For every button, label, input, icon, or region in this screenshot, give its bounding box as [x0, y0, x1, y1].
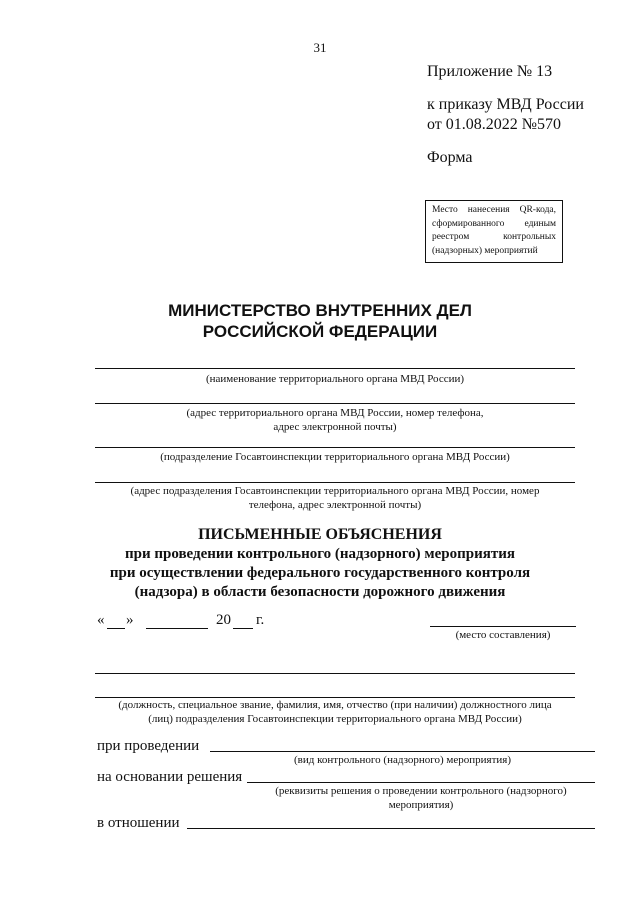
- date-month-field[interactable]: [146, 628, 208, 629]
- document-title: ПИСЬМЕННЫЕ ОБЪЯСНЕНИЯ: [198, 526, 442, 543]
- document-subtitle-line1: при проведении контрольного (надзорного) мероприятия: [124, 546, 516, 562]
- ministry-title-line1: МИНИСТЕРСТВО ВНУТРЕННИХ ДЕЛ: [168, 301, 472, 320]
- document-subtitle-line2: при осуществлении федерального государственного контроля: [109, 565, 531, 581]
- territorial-address-caption-line1: (адрес территориального органа МВД России, номер телефона,: [186, 407, 484, 419]
- territorial-body-caption: (наименование территориального органа МВД России): [205, 373, 465, 385]
- date-year-suffix: г.: [256, 612, 265, 628]
- subdivision-address-caption-line2: телефона, адрес электронной почты): [248, 499, 422, 511]
- qr-code-placeholder: [425, 200, 563, 263]
- territorial-address-caption-line2: адрес электронной почты): [273, 421, 397, 433]
- document-subtitle-line3: (надзора) в области безопасности дорожного движения: [134, 584, 506, 600]
- conducting-label: при проведении: [97, 738, 200, 754]
- territorial-address-field[interactable]: [95, 403, 575, 404]
- regarding-field[interactable]: [187, 828, 595, 829]
- date-year-field[interactable]: [233, 628, 253, 629]
- appendix-number: Приложение № 13: [427, 63, 553, 80]
- qr-placeholder-text: Место нанесения QR-кода, сформированного единым реестром контрольных (надзорных) мероприятий: [432, 205, 556, 256]
- date-year-prefix: 20: [216, 612, 231, 628]
- place-of-compilation-caption: (место составления): [455, 629, 551, 641]
- decision-caption-line2: мероприятия): [388, 799, 454, 811]
- decision-label: на основании решения: [97, 769, 243, 785]
- date-quote-open: «: [97, 612, 105, 628]
- official-caption-line2: (лиц) подразделения Госавтоинспекции территориального органа МВД России): [148, 713, 522, 725]
- ministry-title-line2: РОССИЙСКОЙ ФЕДЕРАЦИИ: [202, 322, 438, 341]
- decision-caption-line1: (реквизиты решения о проведении контрольного (надзорного): [275, 785, 567, 797]
- order-reference-line1: к приказу МВД России: [427, 96, 584, 113]
- form-label: Форма: [427, 149, 473, 166]
- territorial-body-field[interactable]: [95, 368, 575, 369]
- page-number: 31: [313, 40, 327, 55]
- date-day-field[interactable]: [107, 628, 125, 629]
- official-caption-line1: (должность, специальное звание, фамилия, имя, отчество (при наличии) должностного лица: [118, 699, 552, 711]
- date-quote-close: »: [126, 612, 134, 628]
- subdivision-address-caption-line1: (адрес подразделения Госавтоинспекции территориального органа МВД России, номер: [130, 485, 540, 497]
- regarding-label: в отношении: [97, 815, 180, 831]
- conducting-caption: (вид контрольного (надзорного) мероприятия): [293, 754, 511, 766]
- official-field-line1[interactable]: [95, 673, 575, 674]
- order-reference-line2: от 01.08.2022 №570: [427, 116, 562, 133]
- subdivision-field[interactable]: [95, 447, 575, 448]
- subdivision-caption: (подразделение Госавтоинспекции территориального органа МВД России): [160, 451, 510, 463]
